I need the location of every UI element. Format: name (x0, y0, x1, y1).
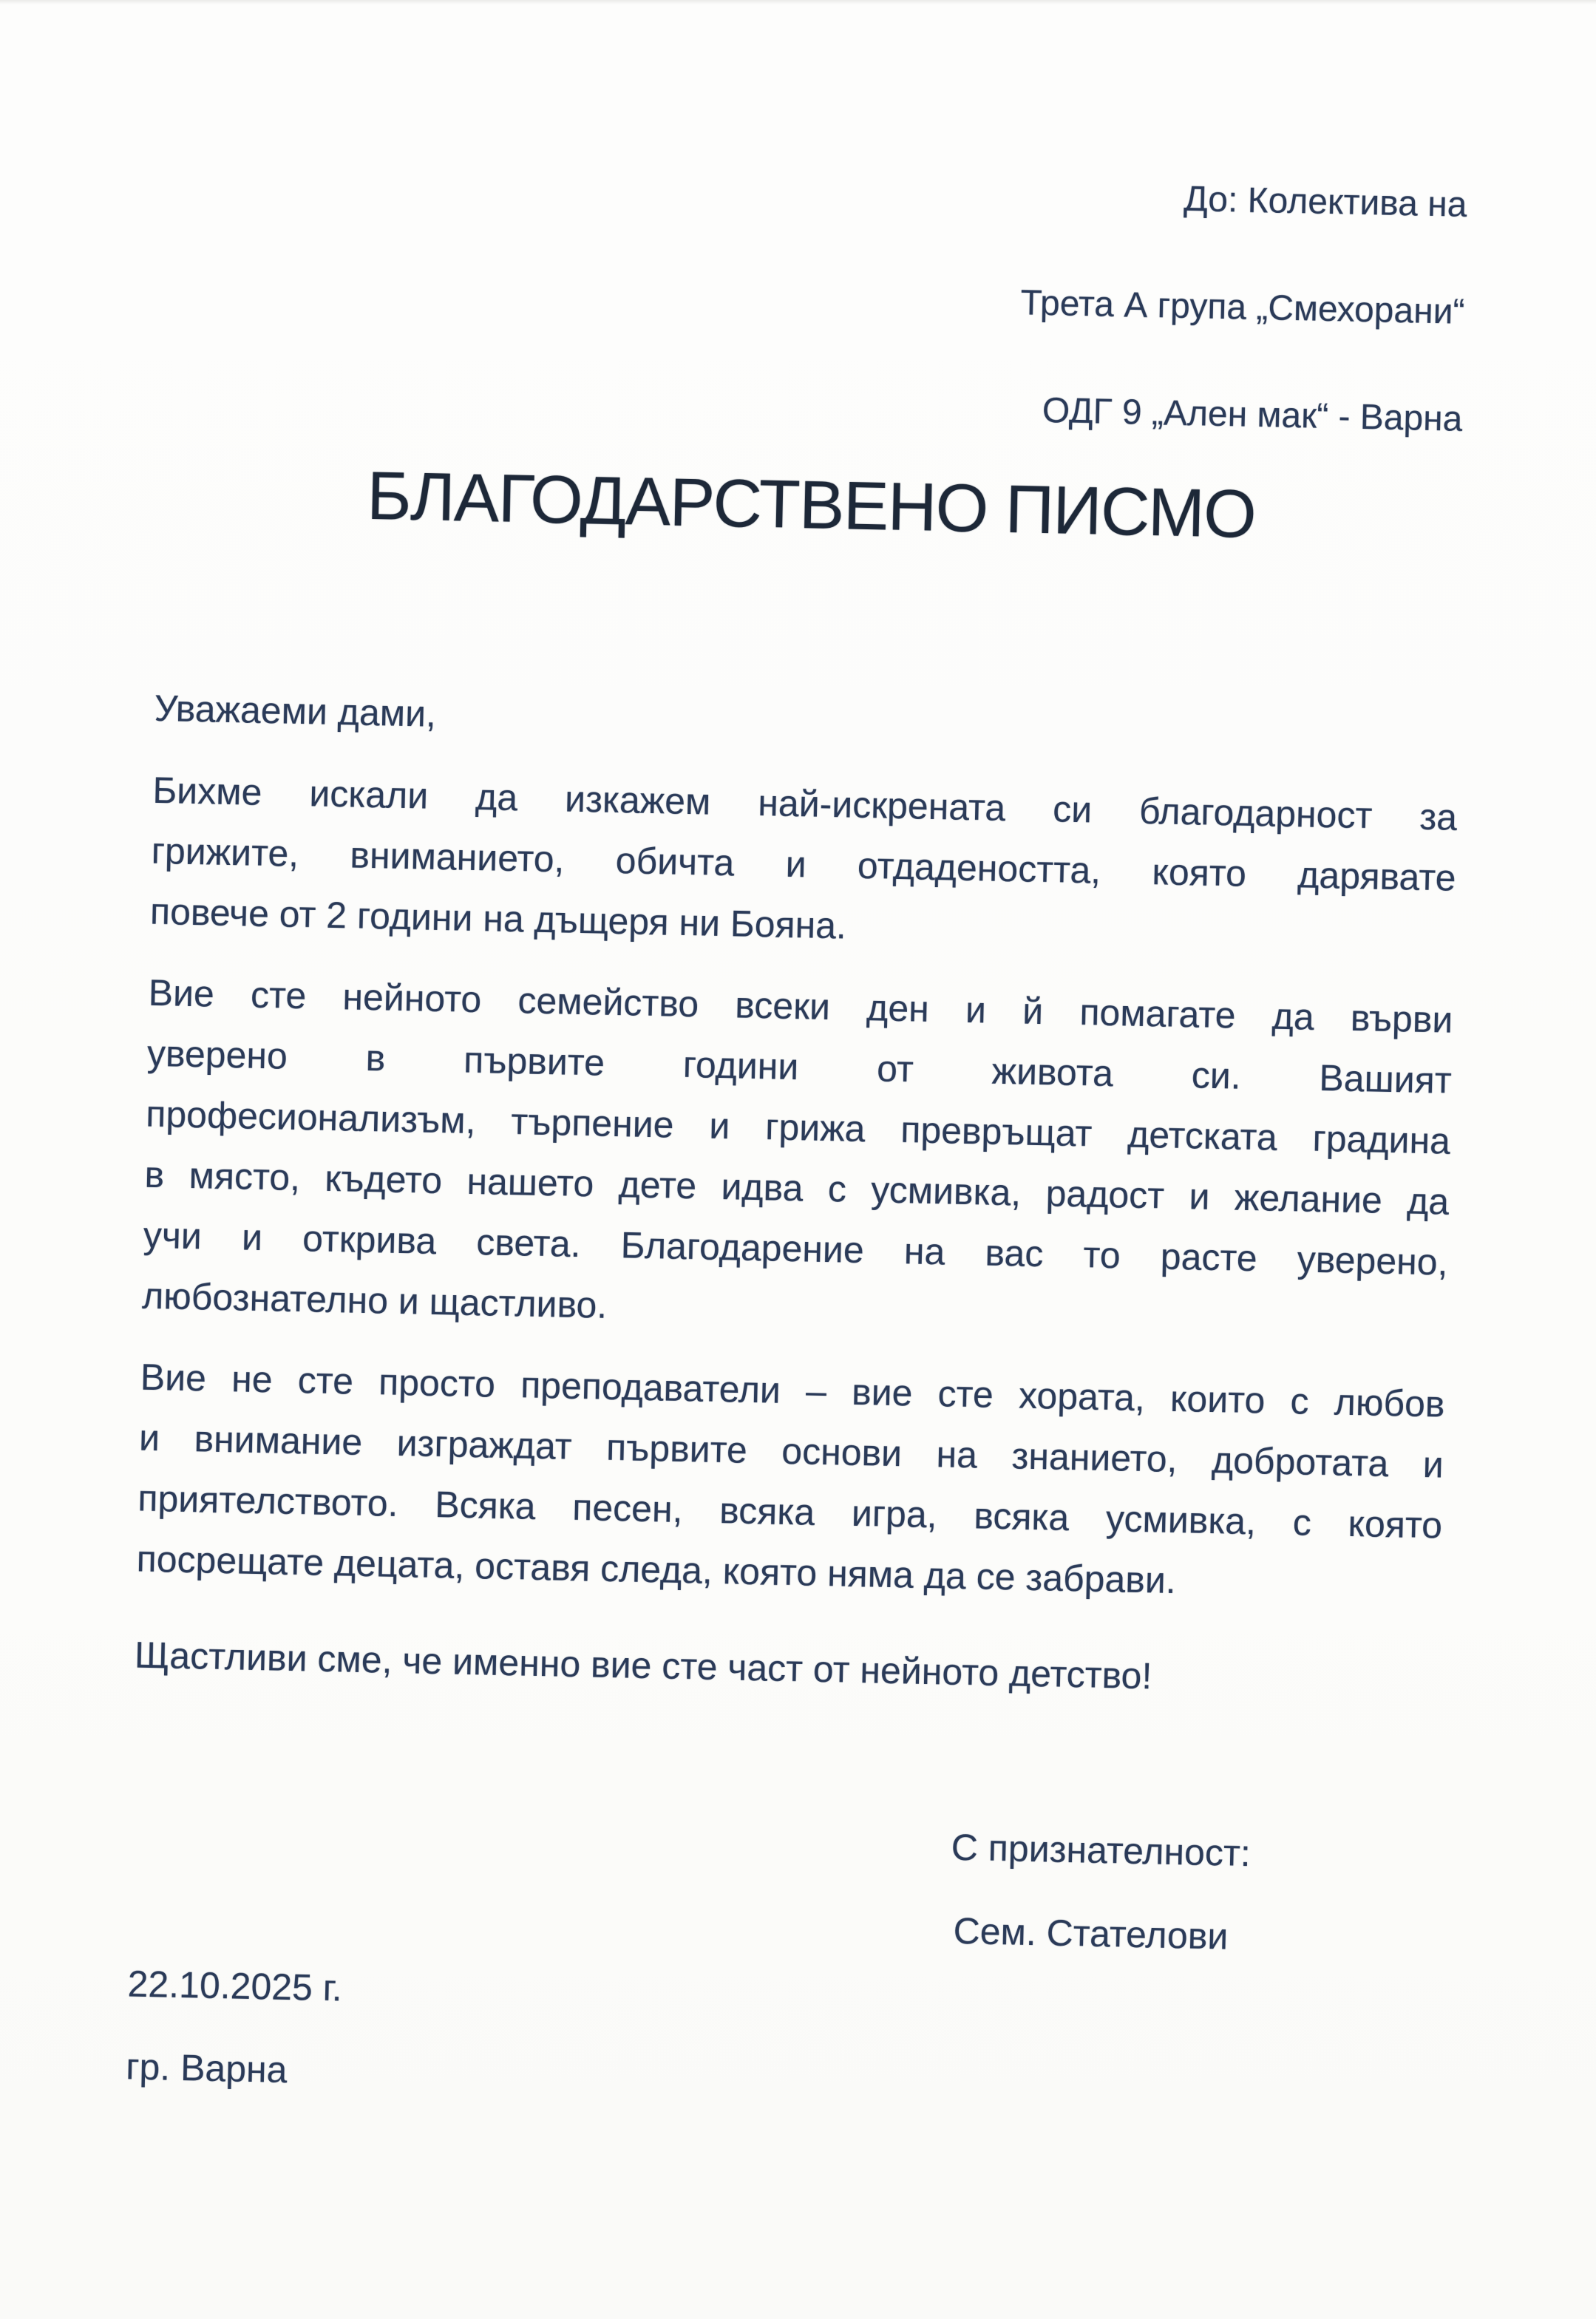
paragraph-line: в място, където нашето дете идва с усмивка, радост и желание да (144, 1153, 1450, 1223)
paragraph-line: любознателно и щастливо. (141, 1274, 608, 1326)
city-line: гр. Варна (125, 2045, 288, 2091)
salutation: Уважаеми дами, (154, 687, 437, 735)
letter-title: БЛАГОДАРСТВЕНО ПИСМО (366, 458, 1257, 552)
signature-line: Сем. Стателови (953, 1909, 1229, 1958)
paragraph-line: Вие не сте просто преподаватели – вие сте хората, които с любов (140, 1356, 1446, 1425)
date-line: 22.10.2025 г. (127, 1963, 343, 2009)
paragraph-2 (141, 962, 1453, 1354)
paragraph-line: Вие сте нейното семейство всеки ден и й помагате да върви (148, 971, 1453, 1041)
paragraph-line: Щастливи сме, че именно вие сте част от нейното детство! (134, 1634, 1152, 1697)
letter-content (125, 124, 1471, 2124)
closing-line: С признателност: (951, 1826, 1252, 1875)
paragraph-line: грижите, вниманието, обичта и отдадеността, която дарявате (151, 829, 1456, 899)
paragraph-line: професионализъм, търпение и грижа превръщат детската градина (145, 1093, 1451, 1162)
scan-edge-shadow (0, 0, 1596, 4)
recipient-line-1: До: Колектива на (1183, 179, 1468, 225)
paragraph-line: Бихме искали да изкажем най-искрената си благодарност за (152, 769, 1458, 838)
paragraph-3 (136, 1347, 1445, 1617)
recipient-line-3: ОДГ 9 „Ален мак“ - Варна (1042, 390, 1463, 439)
recipient-line-2: Трета А група „Смехорани“ (1019, 283, 1466, 332)
paragraph-line: повече от 2 години на дъщеря ни Бояна. (149, 890, 847, 947)
letter-body (125, 678, 1459, 2125)
paragraph-1 (149, 760, 1458, 969)
paragraph-line: посрещате децата, оставя следа, която няма да се забрави. (136, 1538, 1177, 1602)
paragraph-4 (134, 1625, 1439, 1713)
paragraph-line: учи и открива света. Благодарение на вас то расте уверено, (143, 1214, 1449, 1283)
paragraph-line: приятелството. Всяка песен, всяка игра, всяка усмивка, с която (137, 1477, 1443, 1546)
closing-block (130, 1800, 1436, 1888)
paragraph-line: и внимание изграждат първите основи на знанието, добротата и (138, 1416, 1444, 1486)
recipient-block (160, 124, 1471, 473)
paragraph-line: уверено в първите години от живота си. Вашият (146, 1032, 1453, 1101)
